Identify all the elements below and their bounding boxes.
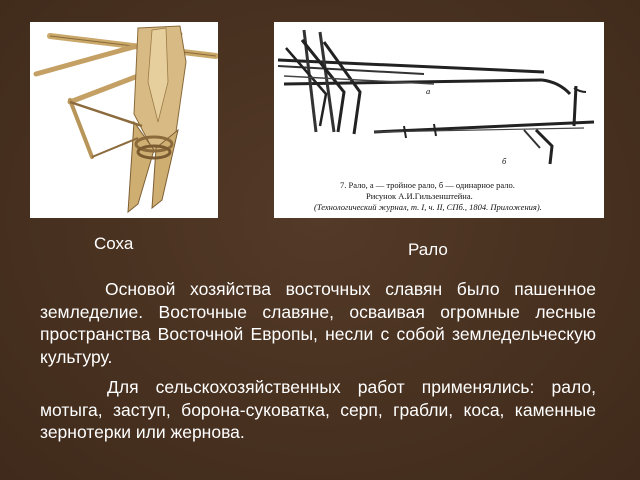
ralo-illustration <box>274 22 604 218</box>
paragraph-agriculture: Основой хозяйства восточных славян было пашенное земледелие. Восточные славяне, осваивая огромные лесные пространства Восточной Европы, несли с собой земледельческую культуру. <box>40 279 596 367</box>
soxa-illustration <box>30 22 218 218</box>
ralo-figure-caption-line-1: 7. Рало, а — тройное рало, б — одинарное рало. <box>340 180 515 190</box>
ralo-label-b: б <box>502 156 507 166</box>
soxa-caption: Соха <box>94 234 134 253</box>
ralo-caption: Рало <box>408 240 448 259</box>
ralo-label-a: а <box>426 86 431 96</box>
ralo-figure-caption-line-2: Рисунок А.И.Гильзенштейна. <box>366 191 473 201</box>
ralo-figure-caption-line-3: (Технологический журнал, т. I, ч. II, СПб., 1804. Приложения). <box>314 202 542 212</box>
paragraph-tools: Для сельскохозяйственных работ применялись: рало, мотыга, заступ, борона-суковатка, серп, грабли, коса, каменные зернотерки или жернова. <box>40 377 596 442</box>
